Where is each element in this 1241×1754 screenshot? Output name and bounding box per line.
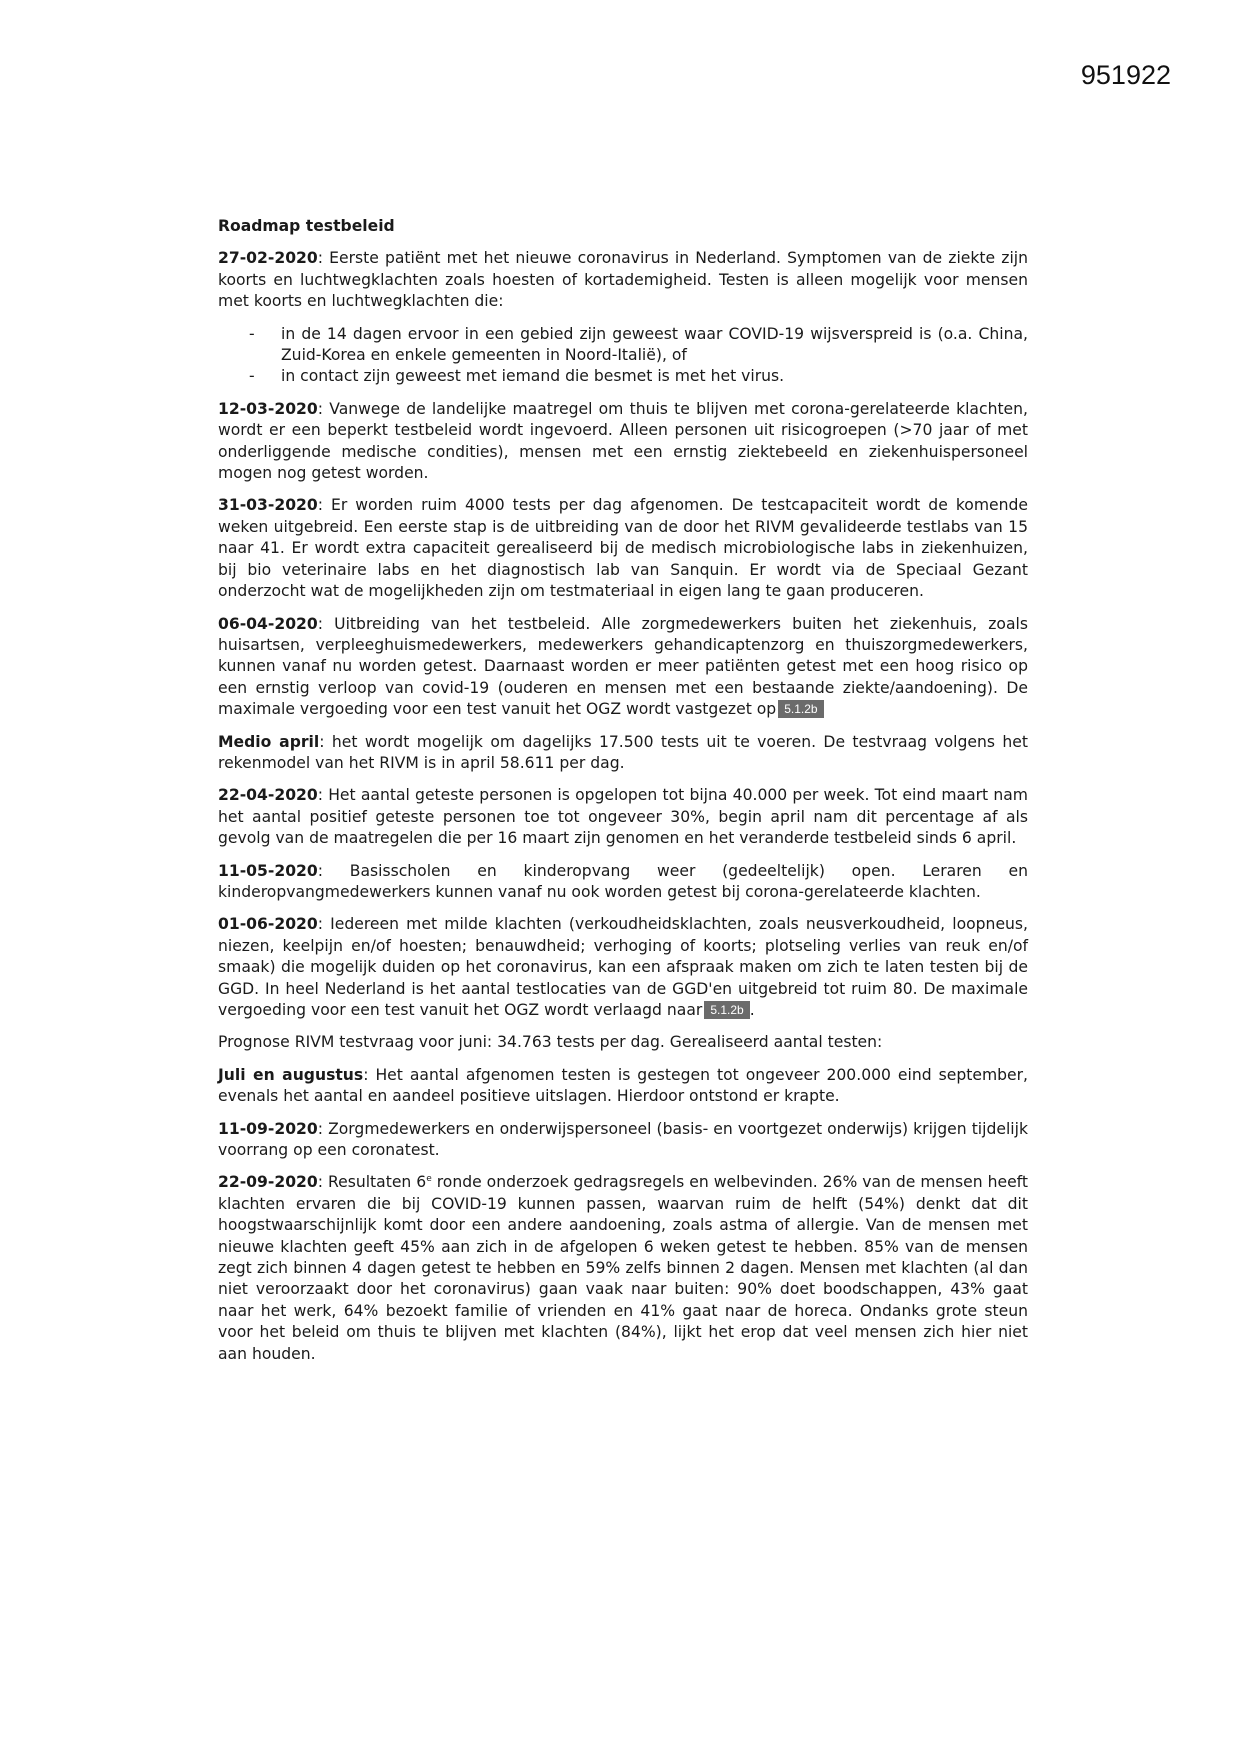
entry-22-04-2020 [218, 785, 1028, 849]
entry-date: 27-02-2020 [218, 249, 318, 268]
entry-31-03-2020 [218, 495, 1028, 602]
entry-date: 01-06-2020 [218, 915, 318, 934]
entry-text: : Er worden ruim 4000 tests per dag afgenomen. De testcapaciteit wordt de komende weken uitgebreid. Een eerste stap is de uitbreiding van de door het RIVM gevalideerde testlabs van 15 naar 41. Er wordt extra capaciteit gerealiseerd bij de medisch microbiologische labs in ziekenhuizen, bij bio veterinaire labs en het diagnostisch lab van Sanquin. Er wordt via de Speciaal Gezant onderzocht wat de mogelijkheden zijn om testmateriaal in eigen lang te gaan produceren. [218, 496, 1028, 601]
entry-date: Juli en augustus [218, 1065, 364, 1084]
entry-date: 31-03-2020 [218, 496, 318, 515]
entry-text: : Iedereen met milde klachten (verkoudheidsklachten, zoals neusverkoudheid, loopneus, niezen, keelpijn en/of hoesten; benauwdheid; verhoging of koorts; plotseling verlies van reuk en/of smaak) die mogelijk duiden op het coronavirus, kan een afspraak maken om zich te laten testen bij de GGD. In heel Nederland is het aantal testlocaties van de GGD'en uitgebreid tot ruim 80. De maximale vergoeding voor een test vanuit het OGZ wordt verlaagd naar [218, 915, 1028, 1019]
entry-27-02-2020 [218, 248, 1028, 312]
entry-text-start: : Resultaten 6 [317, 1173, 427, 1192]
page-title: Roadmap testbeleid [218, 217, 395, 235]
entry-tail: . [749, 1001, 755, 1019]
entry-date: 22-04-2020 [218, 786, 318, 805]
redaction-mark: 5.1.2b [778, 700, 823, 718]
entry-01-06-2020 [218, 914, 1028, 1021]
document-number: 951922 [1080, 60, 1171, 90]
redaction-mark: 5.1.2b [704, 1001, 749, 1019]
entry-text: : het wordt mogelijk om dagelijks 17.500 tests uit te voeren. De testvraag volgens het rekenmodel van het RIVM is in april 58.611 per dag. [218, 732, 1028, 772]
document-body [218, 216, 1028, 1376]
entry-date: 11-09-2020 [218, 1119, 318, 1138]
entry-12-03-2020 [218, 399, 1028, 485]
entry-juli-augustus [218, 1065, 1028, 1108]
entry-date: 22-09-2020 [218, 1173, 318, 1192]
entry-text: ronde onderzoek gedragsregels en welbevinden. 26% van de mensen heeft klachten ervaren die bij COVID-19 kunnen passen, waarvan ruim de helft (54%) denkt dat dit hoogstwaarschijnlijk komt door een andere aandoening, zoals astma of allergie. Van de mensen met nieuwe klachten geeft 45% aan zich in de afgelopen 6 weken getest te hebben. 85% van de mensen zegt zich binnen 4 dagen getest te hebben en 59% zelfs binnen 2 dagen. Mensen met klachten (al dan niet veroorzaakt door het coronavirus) gaan vaak naar buiten: 90% doet boodschappen, 43% gaat naar het werk, 64% bezoekt familie of vrienden en 41% gaat naar de horeca. Ondanks grote steun voor het beleid om thuis te blijven met klachten (84%), lijkt het erop dat veel mensen zich hier niet aan houden. [218, 1173, 1029, 1363]
entry-date: 06-04-2020 [218, 614, 318, 633]
entry-text: : Het aantal afgenomen testen is gestegen tot ongeveer 200.000 eind september, evenals het aantal en aandeel positieve uitslagen. Hierdoor ontstond er krapte. [218, 1065, 1029, 1106]
entry-22-09-2020 [218, 1172, 1028, 1365]
entry-medio-april [218, 732, 1028, 775]
criteria-list [218, 324, 1028, 388]
ordinal-superscript: e [426, 1174, 432, 1185]
entry-11-05-2020 [218, 861, 1028, 904]
list-item: - in contact zijn geweest met iemand die besmet is met het virus. [218, 366, 1028, 387]
entry-text: : Eerste patiënt met het nieuwe coronavirus in Nederland. Symptomen van de ziekte zijn koorts en luchtwegklachten zoals hoesten of kortademigheid. Testen is alleen mogelijk voor mensen met koorts en luchtwegklachten die: [218, 249, 1028, 311]
entry-11-09-2020 [218, 1119, 1028, 1162]
entry-text: : Uitbreiding van het testbeleid. Alle zorgmedewerkers buiten het ziekenhuis, zoals huisartsen, verpleeghuismedewerkers, medewerkers gehandicaptenzorg en thuiszorgmedewerkers, kunnen vanaf nu worden getest. Daarnaast worden er meer patiënten getest met een hoog risico op een ernstig verloop van covid-19 (ouderen en mensen met een bestaande ziekte/aandoening). De maximale vergoeding voor een test vanuit het OGZ wordt vastgezet op [218, 614, 1028, 719]
list-item: - in de 14 dagen ervoor in een gebied zijn geweest waar COVID-19 wijsverspreid is (o.a. China, Zuid-Korea en enkele gemeenten in Noord-Italië), of [218, 324, 1028, 367]
entry-date: Medio april [218, 732, 320, 751]
entry-date: 12-03-2020 [218, 399, 318, 418]
entry-text: : Basisscholen en kinderopvang weer (gedeeltelijk) open. Leraren en kinderopvangmedewerkers kunnen vanaf nu ook worden getest bij corona-gerelateerde klachten. [218, 861, 1028, 901]
prognose-line: Prognose RIVM testvraag voor juni: 34.763 tests per dag. Gerealiseerd aantal testen: [218, 1033, 883, 1052]
entry-text: : Het aantal geteste personen is opgelopen tot bijna 40.000 per week. Tot eind maart nam het aantal positief geteste personen toe tot ongeveer 30%, begin april nam dit percentage af als gevolg van de maatregelen die per 16 maart zijn genomen en het veranderde testbeleid sinds 6 april. [218, 786, 1028, 848]
entry-text: : Vanwege de landelijke maatregel om thuis te blijven met corona-gerelateerde klachten, wordt er een beperkt testbeleid wordt ingevoerd. Alleen personen uit risicogroepen (>70 jaar of met onderliggende medische condities), mensen met een ernstig ziektebeeld en ziekenhuispersoneel mogen nog getest worden. [218, 399, 1028, 483]
entry-text: : Zorgmedewerkers en onderwijspersoneel (basis- en voortgezet onderwijs) krijgen tijdelijk voorrang op een coronatest. [218, 1119, 1028, 1160]
entry-06-04-2020 [218, 614, 1028, 721]
entry-date: 11-05-2020 [218, 861, 318, 880]
